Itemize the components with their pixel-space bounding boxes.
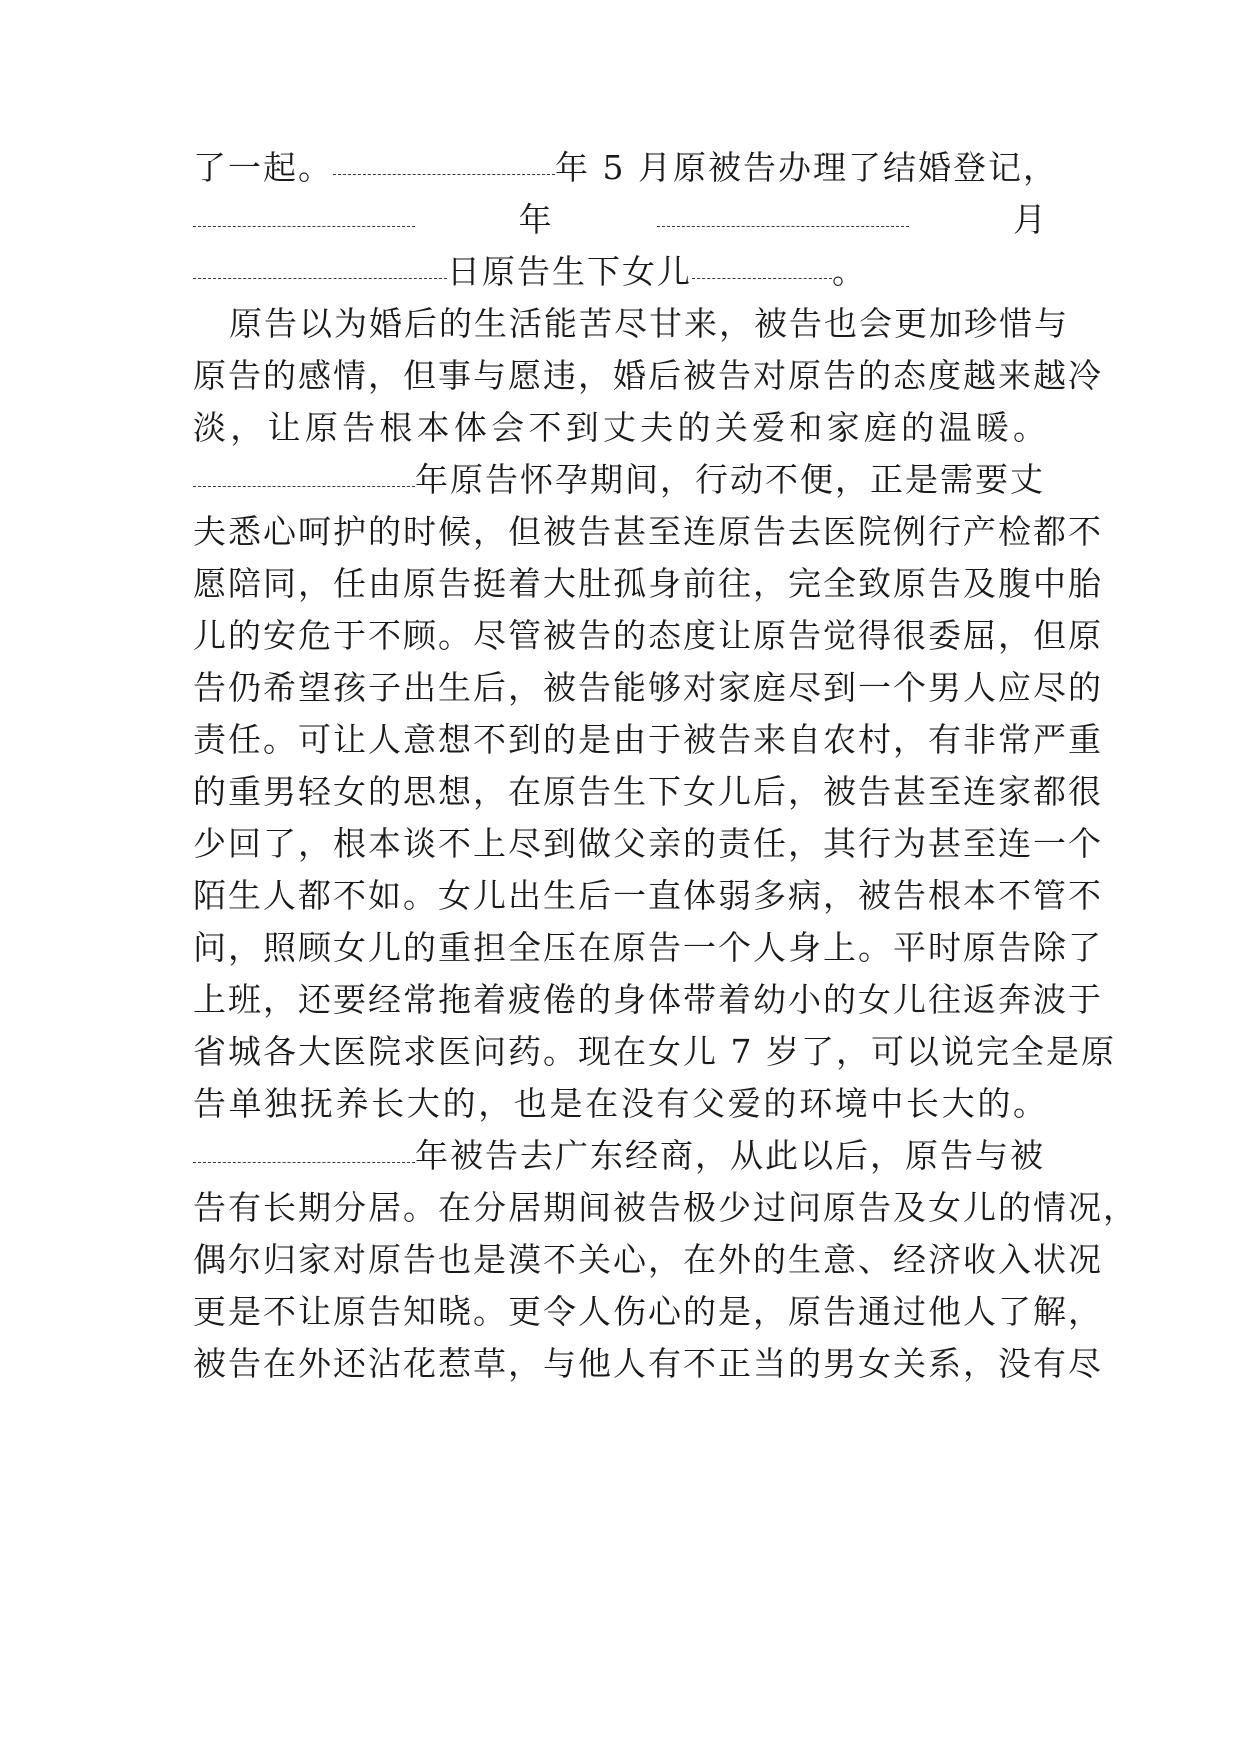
text-segment: 年 5 月原被告办理了结婚登记， bbox=[555, 148, 1058, 187]
text-line: 责任。可让人意想不到的是由于被告来自农村，有非常严重 bbox=[193, 720, 1103, 759]
text-line: 夫悉心呵护的时候，但被告甚至连原告去医院例行产检都不 bbox=[193, 512, 1103, 551]
text-line bbox=[193, 190, 1048, 250]
fill-in-blank bbox=[193, 226, 415, 227]
text-line bbox=[193, 1126, 1048, 1186]
month-label: 月 bbox=[1012, 200, 1048, 239]
text-segment: 了一起。 bbox=[193, 148, 333, 187]
text-line: 告仍希望孩子出生后，被告能够对家庭尽到一个男人应尽的 bbox=[193, 668, 1103, 707]
year-label: 年 bbox=[518, 200, 554, 239]
text-line: 儿的安危于不顾。尽管被告的态度让原告觉得很委屈，但原 bbox=[193, 616, 1103, 655]
text-segment: 年原告怀孕期间，行动不便，正是需要丈 bbox=[415, 460, 1045, 499]
text-segment: 日原告生下女儿 bbox=[447, 252, 692, 291]
text-line: 愿陪同，任由原告挺着大肚孤身前往，完全致原告及腹中胎 bbox=[193, 564, 1103, 603]
text-line: 被告在外还沾花惹草，与他人有不正当的男女关系，没有尽 bbox=[193, 1344, 1103, 1383]
text-segment: 。 bbox=[832, 252, 867, 291]
fill-in-blank bbox=[333, 174, 555, 175]
text-line: 少回了，根本谈不上尽到做父亲的责任，其行为甚至连一个 bbox=[193, 824, 1103, 863]
text-line: 问，照顾女儿的重担全压在原告一个人身上。平时原告除了 bbox=[193, 928, 1103, 967]
text-line: 省城各大医院求医问药。现在女儿 7 岁了，可以说完全是原 bbox=[193, 1032, 1116, 1071]
text-line bbox=[193, 242, 1048, 302]
text-line: 告有长期分居。在分居期间被告极少过问原告及女儿的情况， bbox=[193, 1188, 1138, 1227]
text-line: 淡，让原告根本体会不到丈夫的关爱和家庭的温暖。 bbox=[193, 408, 1048, 447]
text-line: 原告的感情，但事与愿违，婚后被告对原告的态度越来越冷 bbox=[193, 356, 1103, 395]
fill-in-blank bbox=[692, 278, 832, 279]
text-line: 偶尔归家对原告也是漠不关心，在外的生意、经济收入状况 bbox=[193, 1240, 1103, 1279]
text-segment: 年被告去广东经商，从此以后，原告与被 bbox=[415, 1136, 1045, 1175]
text-line: 上班，还要经常拖着疲倦的身体带着幼小的女儿往返奔波于 bbox=[193, 980, 1103, 1019]
fill-in-blank bbox=[657, 226, 909, 227]
text-line: 陌生人都不如。女儿出生后一直体弱多病，被告根本不管不 bbox=[193, 876, 1103, 915]
paragraph-first-line: 原告以为婚后的生活能苦尽甘来，被告也会更加珍惜与 bbox=[229, 304, 1069, 343]
text-line bbox=[193, 450, 1048, 510]
fill-in-blank bbox=[193, 486, 415, 487]
text-line: 告单独抚养长大的，也是在没有父爱的环境中长大的。 bbox=[193, 1084, 1048, 1123]
fill-in-blank bbox=[193, 278, 447, 279]
text-line bbox=[193, 138, 1058, 198]
fill-in-blank bbox=[193, 1162, 415, 1163]
text-line: 的重男轻女的思想，在原告生下女儿后，被告甚至连家都很 bbox=[193, 772, 1103, 811]
text-line: 更是不让原告知晓。更令人伤心的是，原告通过他人了解， bbox=[193, 1292, 1103, 1331]
